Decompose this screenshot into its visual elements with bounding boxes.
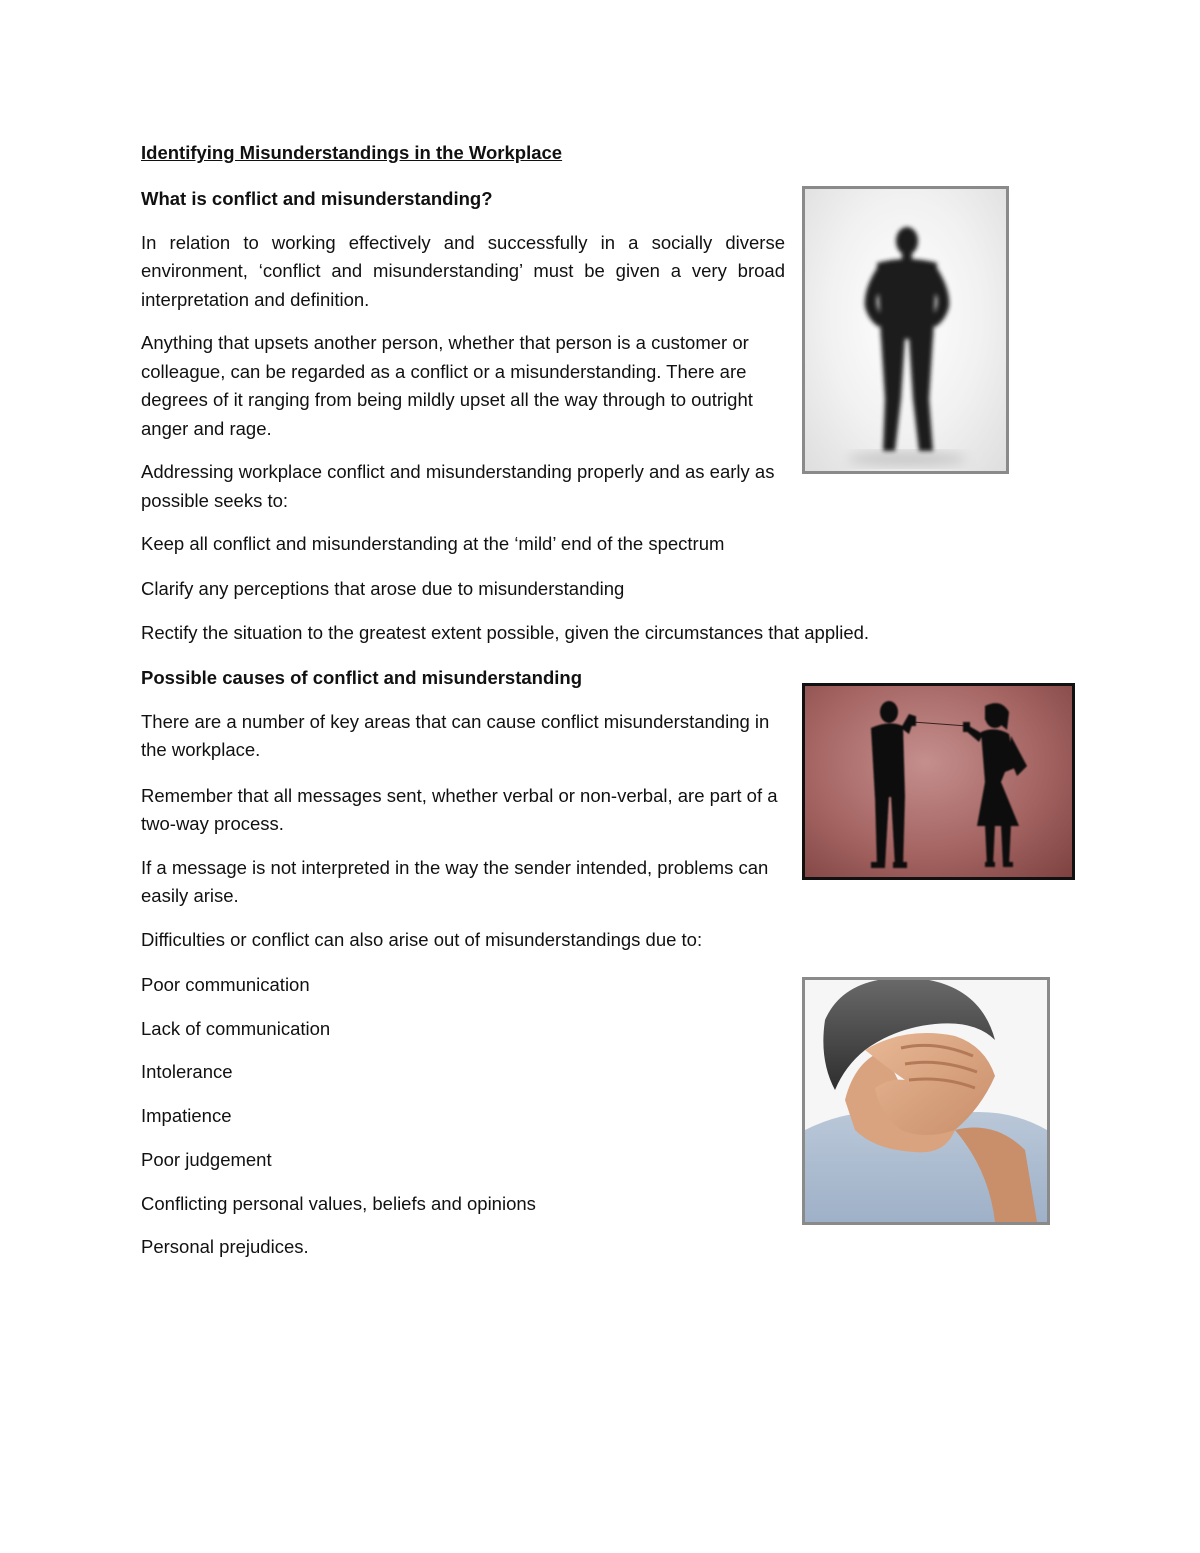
document-title: Identifying Misunderstandings in the Workplace: [141, 142, 563, 163]
paragraph: Anything that upsets another person, whether that person is a customer or colleague, can be regarded as a conflict or a misunderstanding. There are degrees of it ranging from being mildly upset all the way through to outright anger and rage.: [141, 332, 753, 439]
arguing-couple-image: [802, 683, 1075, 880]
stressed-man-image: [802, 977, 1050, 1225]
standing-man-silhouette-image: [802, 186, 1009, 474]
paragraph: Addressing workplace conflict and misunderstanding properly and as early as possible seeks to:: [141, 461, 775, 511]
cause-item: Intolerance: [141, 1061, 233, 1082]
list-item: Clarify any perceptions that arose due to misunderstanding: [141, 577, 625, 599]
silhouette-icon: [805, 189, 1006, 471]
cause-item: Personal prejudices.: [141, 1236, 309, 1257]
cause-item: Impatience: [141, 1104, 232, 1126]
paragraph: Remember that all messages sent, whether verbal or non-verbal, are part of a two-way process.: [141, 784, 778, 834]
list-item: Keep all conflict and misunderstanding at the ‘mild’ end of the spectrum: [141, 533, 725, 554]
couple-icon: [805, 686, 1072, 877]
cause-item: Poor communication: [141, 974, 310, 995]
cause-item: Conflicting personal values, beliefs and opinions: [141, 1192, 536, 1214]
paragraph: In relation to working effectively and successfully in a socially diverse environment, ‘conflict and misunderstanding’ must be given a very broad interpretation and definition.: [141, 231, 785, 310]
paragraph: Difficulties or conflict can also arise out of misunderstandings due to:: [141, 928, 703, 950]
stressed-icon: [805, 980, 1047, 1222]
list-item: Rectify the situation to the greatest extent possible, given the circumstances that applied.: [141, 622, 870, 643]
section-heading: Possible causes of conflict and misunderstanding: [141, 667, 583, 688]
cause-item: Poor judgement: [141, 1149, 272, 1170]
section-possible-causes: [141, 664, 785, 1262]
paragraph: If a message is not interpreted in the way the sender intended, problems can easily arise.: [141, 856, 769, 906]
paragraph: There are a number of key areas that can cause conflict misunderstanding in the workplace.: [141, 710, 770, 760]
section-heading: What is conflict and misunderstanding?: [141, 188, 493, 209]
section-what-is-conflict: [141, 185, 870, 648]
cause-item: Lack of communication: [141, 1017, 331, 1039]
